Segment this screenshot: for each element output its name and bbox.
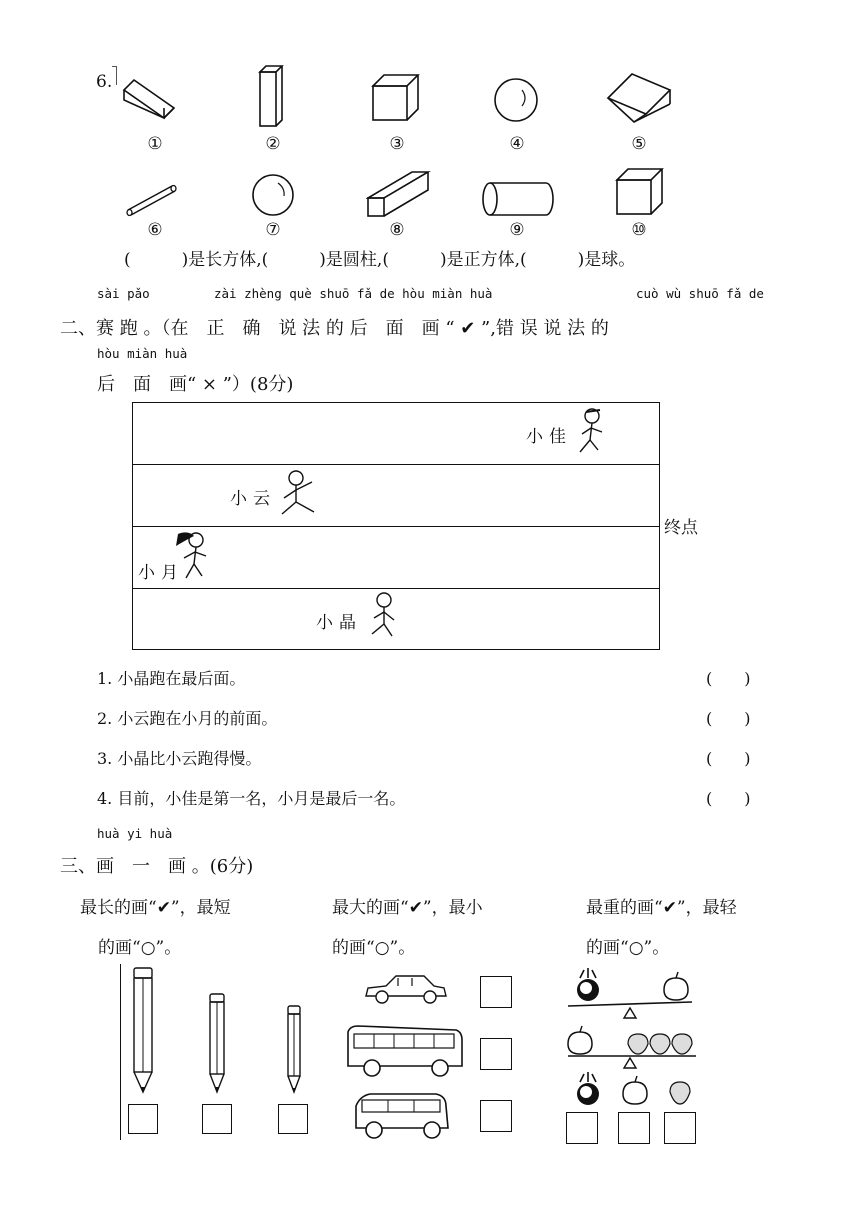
shape-label-3: ③ [389, 134, 405, 154]
answer-blank-3[interactable]: ( ) [706, 749, 751, 768]
answer-box-strawberry[interactable] [664, 1112, 696, 1144]
apple-icon [618, 1074, 652, 1108]
runner-label-xiaojing: 小晶 [316, 613, 362, 633]
runner-xiaojia-icon [572, 406, 612, 462]
car-icon [362, 972, 448, 1006]
shape-label-10: ⑩ [631, 220, 647, 240]
statement-4: 4. 目前，小佳是第一名，小月是最后一名。 [97, 789, 406, 808]
lane-divider [133, 464, 659, 465]
number-bracket-mark [112, 66, 117, 85]
pencil-short-icon [284, 1004, 304, 1098]
shape-1-long-cuboid-icon [120, 76, 180, 122]
balance-apple-strawberries-icon [562, 1024, 702, 1072]
answer-box-car[interactable] [480, 976, 512, 1008]
section3-title: 三、画 一 画 。(6分) [60, 856, 254, 877]
bus-icon [344, 1022, 466, 1080]
beet-icon [570, 1070, 606, 1108]
col3-instruction-1: 最重的画“✔”，最轻 [586, 898, 737, 918]
shape-label-5: ⑤ [631, 134, 647, 154]
shape-3-cube-icon [370, 72, 422, 124]
shape-7-sphere-icon [250, 172, 296, 218]
col2-instruction-1: 最大的画“✔”，最小 [332, 898, 483, 918]
col1-instruction-1: 最长的画“✔”，最短 [80, 898, 231, 918]
answer-blank-4[interactable]: ( ) [706, 789, 751, 808]
answer-box-bus[interactable] [480, 1038, 512, 1070]
shape-6-thin-cylinder-icon [120, 180, 180, 218]
shape-label-8: ⑧ [389, 220, 405, 240]
shape-label-6: ⑥ [147, 220, 163, 240]
fill-in-line: ( )是长方体,( )是圆柱,( )是正方体,( )是球。 [124, 250, 636, 270]
shape-label-2: ② [265, 134, 281, 154]
strawberry-icon [666, 1078, 694, 1108]
pencil-medium-icon [206, 992, 228, 1098]
question-number: 6. [96, 72, 113, 92]
runner-xiaoyue-icon [172, 528, 212, 586]
answer-box-pencil-2[interactable] [202, 1104, 232, 1134]
shape-label-9: ⑨ [509, 220, 525, 240]
answer-box-beet[interactable] [566, 1112, 598, 1144]
balance-beet-apple-icon [562, 964, 702, 1022]
runner-label-xiaoyue: 小月 [138, 563, 184, 583]
runner-xiaojing-icon [364, 590, 404, 648]
runner-label-xiaojia: 小佳 [526, 427, 572, 447]
van-icon [352, 1090, 452, 1142]
runner-label-xiaoyun: 小云 [230, 489, 276, 509]
answer-blank-1[interactable]: ( ) [706, 669, 751, 688]
shape-label-7: ⑦ [265, 220, 281, 240]
section2-title-cont: 后 面 画“ × ”）(8分) [97, 374, 294, 395]
shape-10-cube-icon [614, 166, 666, 218]
statement-3: 3. 小晶比小云跑得慢。 [97, 749, 262, 768]
lane-divider [133, 526, 659, 527]
shape-5-tilted-cube-icon [606, 70, 672, 126]
shape-label-1: ① [147, 134, 163, 154]
col2-instruction-2: 的画“○”。 [332, 938, 416, 958]
pinyin-3: huà yi huà [97, 826, 173, 841]
shape-9-cylinder-icon [480, 180, 556, 218]
pinyin-1c: cuò wù shuō fǎ de [636, 286, 764, 301]
pinyin-2: hòu miàn huà [97, 346, 188, 361]
statement-1: 1. 小晶跑在最后面。 [97, 669, 246, 688]
pencil-long-icon [130, 966, 156, 1098]
lane-divider [133, 588, 659, 589]
answer-box-apple[interactable] [618, 1112, 650, 1144]
answer-box-pencil-1[interactable] [128, 1104, 158, 1134]
pinyin-1a: sài pǎo [97, 286, 150, 301]
col1-instruction-2: 的画“○”。 [98, 938, 182, 958]
shape-label-4: ④ [509, 134, 525, 154]
answer-blank-2[interactable]: ( ) [706, 709, 751, 728]
section2-title: 二、赛 跑 。（在 正 确 说 法 的 后 面 画 “ ✔ ”,错 误 说 法 的 [60, 318, 609, 339]
pinyin-1b: zài zhèng què shuō fǎ de hòu miàn huà [214, 286, 493, 301]
shape-4-sphere-icon [492, 76, 540, 124]
answer-box-van[interactable] [480, 1100, 512, 1132]
shape-8-cuboid-bar-icon [366, 168, 432, 220]
shape-2-tall-prism-icon [256, 64, 286, 130]
col3-instruction-2: 的画“○”。 [586, 938, 670, 958]
runner-xiaoyun-icon [276, 468, 322, 524]
answer-box-pencil-3[interactable] [278, 1104, 308, 1134]
finish-line-label: 终点 [664, 518, 698, 538]
statement-2: 2. 小云跑在小月的前面。 [97, 709, 278, 728]
baseline-line [120, 964, 121, 1140]
